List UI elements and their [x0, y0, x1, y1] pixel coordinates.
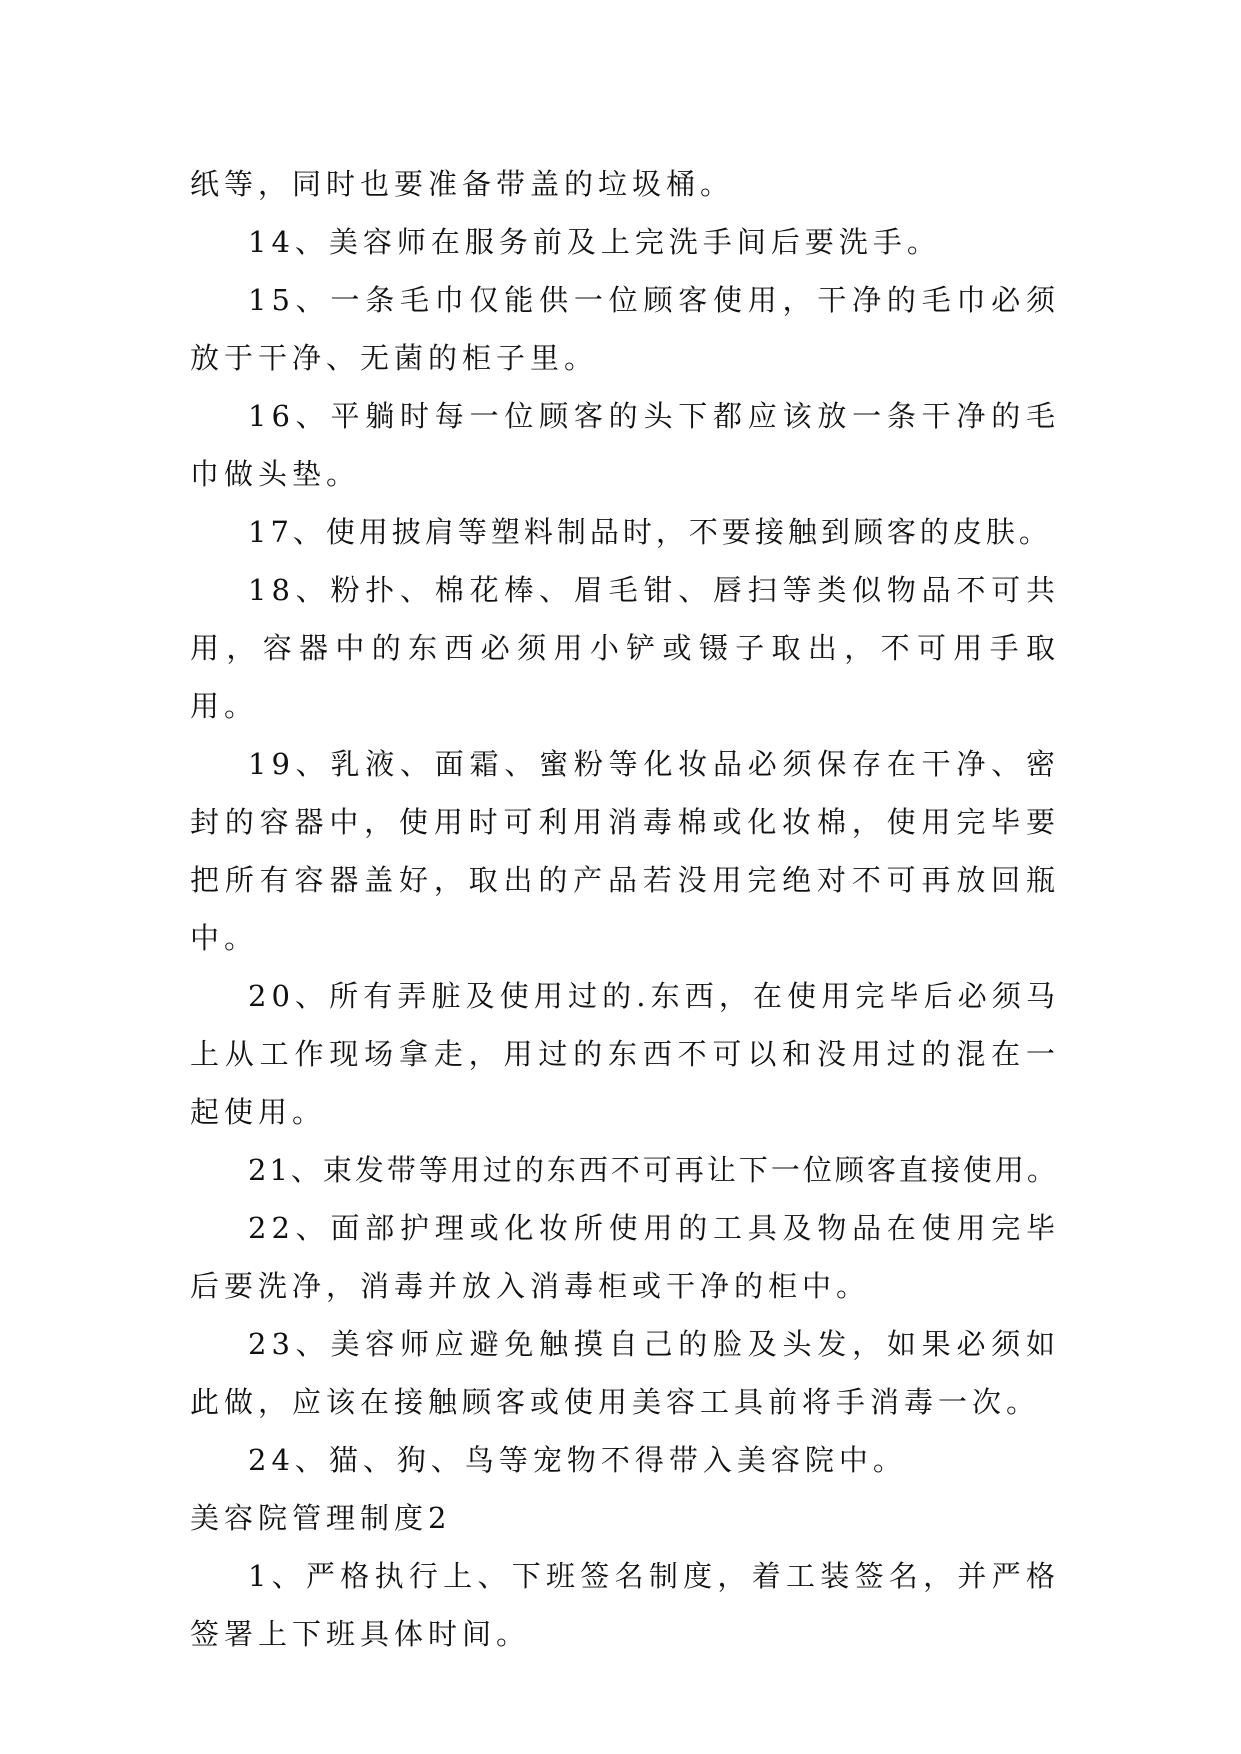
- paragraph-item-22: 22、面部护理或化妆所使用的工具及物品在使用完毕后要洗净，消毒并放入消毒柜或干净的柜中。: [190, 1211, 1060, 1303]
- paragraph-item-17: 17、使用披肩等塑料制品时，不要接触到顾客的皮肤。: [248, 515, 1052, 549]
- document-body: [190, 155, 1060, 1663]
- paragraph-item-18: 18、粉扑、棉花棒、眉毛钳、唇扫等类似物品不可共用，容器中的东西必须用小铲或镊子取出，不可用手取用。: [190, 573, 1060, 723]
- paragraph-item-14: 14、美容师在服务前及上完洗手间后要洗手。: [248, 225, 941, 259]
- paragraph-continuation: 纸等，同时也要准备带盖的垃圾桶。: [190, 167, 735, 201]
- paragraph-item-19: 19、乳液、面霜、蜜粉等化妆品必须保存在干净、密封的容器中，使用时可利用消毒棉或化妆棉，使用完毕要把所有容器盖好，取出的产品若没用完绝对不可再放回瓶中。: [190, 747, 1060, 955]
- paragraph-item-23: 23、美容师应避免触摸自己的脸及头发，如果必须如此做，应该在接触顾客或使用美容工具前将手消毒一次。: [190, 1327, 1060, 1419]
- paragraph-item-15: 15、一条毛巾仅能供一位顾客使用，干净的毛巾必须放于干净、无菌的柜子里。: [190, 283, 1060, 375]
- paragraph-item-16: 16、平躺时每一位顾客的头下都应该放一条干净的毛巾做头垫。: [190, 399, 1060, 491]
- section-paragraph-item-1: 1、严格执行上、下班签名制度，着工装签名，并严格签署上下班具体时间。: [190, 1559, 1060, 1651]
- paragraph-item-24: 24、猫、狗、鸟等宠物不得带入美容院中。: [248, 1443, 907, 1477]
- paragraph-item-21: 21、束发带等用过的东西不可再让下一位顾客直接使用。: [248, 1153, 1059, 1187]
- section-heading: 美容院管理制度2: [190, 1501, 452, 1535]
- paragraph-item-20: 20、所有弄脏及使用过的.东西，在使用完毕后必须马上从工作现场拿走，用过的东西不可以和没用过的混在一起使用。: [190, 979, 1060, 1129]
